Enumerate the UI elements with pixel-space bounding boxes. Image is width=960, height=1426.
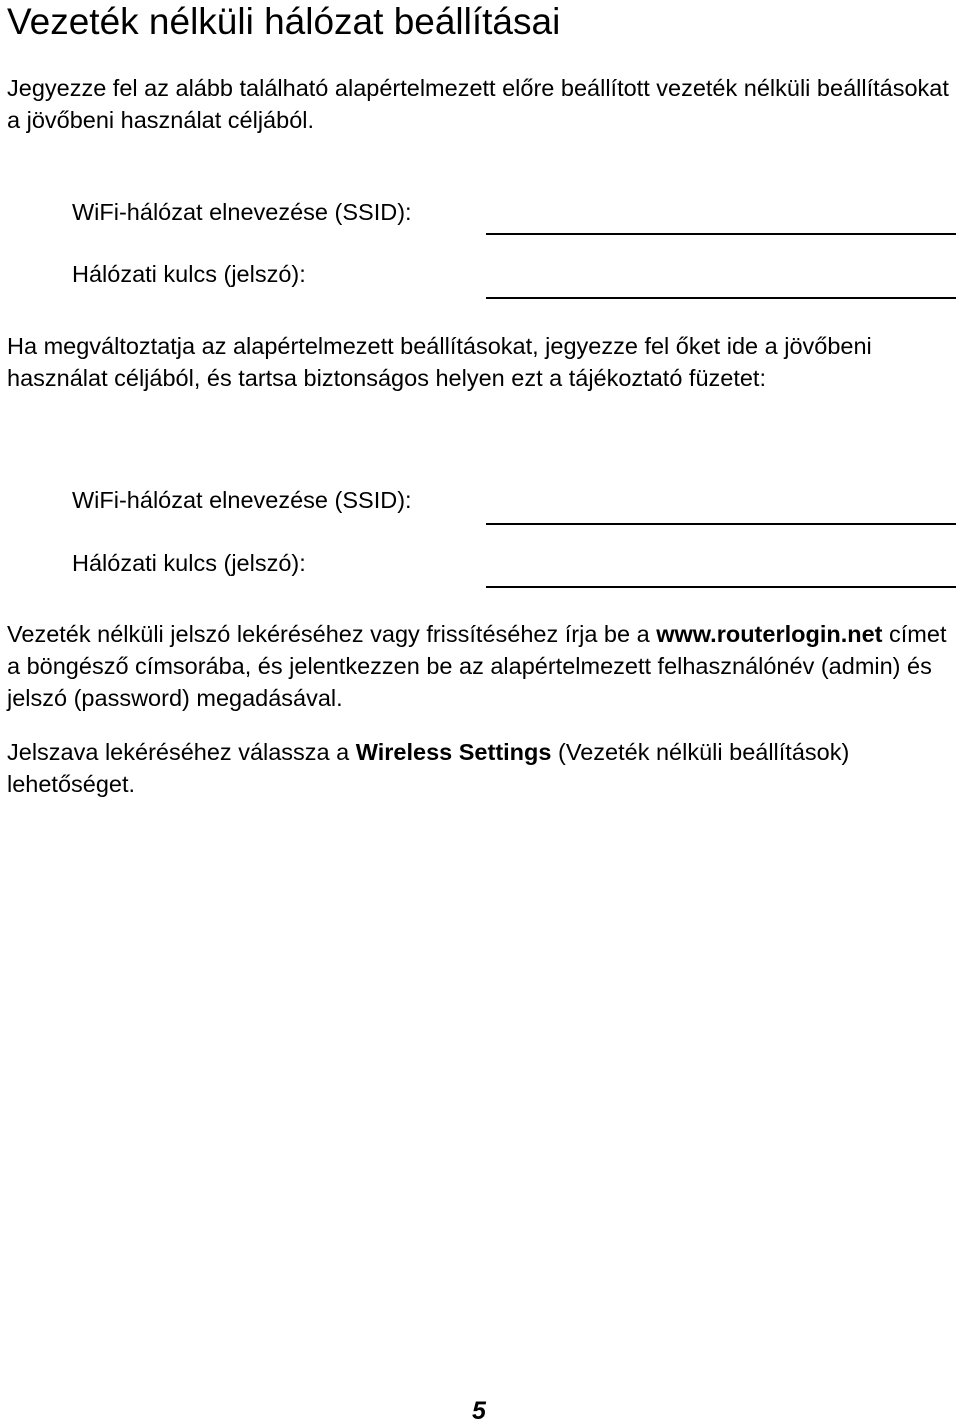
retrieve-text-part2: címet a böngésző címsorába, és jelentkezzen be az alapértelmezett felhasználónév (admin) és jelszó (password) megadásával. — [7, 621, 947, 711]
default-ssid-label: WiFi-hálózat elnevezése (SSID): — [72, 199, 412, 225]
password-text-part2: (Vezeték nélküli beállítások) lehetőséget. — [7, 739, 850, 797]
page-title: Vezeték nélküli hálózat beállításai — [7, 1, 561, 42]
password-text-part1: Jelszava lekéréséhez válassza a — [7, 739, 356, 765]
wireless-settings-name: Wireless Settings — [355, 739, 552, 765]
default-ssid-write-line — [486, 233, 956, 235]
changed-ssid-write-line — [486, 523, 956, 525]
router-url: www.routerlogin.net — [656, 621, 883, 647]
intro-paragraph: Jegyezze fel az alább található alapértelmezett előre beállított vezeték nélküli beállításokat a jövőbeni használat céljából. — [7, 75, 949, 133]
retrieve-text-part1: Vezeték nélküli jelszó lekéréséhez vagy frissítéséhez írja be a — [7, 621, 657, 647]
changed-key-label: Hálózati kulcs (jelszó): — [72, 550, 306, 576]
changed-key-write-line — [486, 586, 956, 588]
changed-ssid-label: WiFi-hálózat elnevezése (SSID): — [72, 487, 412, 513]
wireless-settings-paragraph — [7, 736, 957, 800]
default-key-write-line — [486, 297, 956, 299]
changed-settings-paragraph: Ha megváltoztatja az alapértelmezett beállításokat, jegyezze fel őket ide a jövőbeni használat céljából, és tartsa biztonságos helyen ezt a tájékoztató füzetet: — [7, 333, 872, 391]
retrieve-password-paragraph — [7, 618, 957, 714]
page-number: 5 — [472, 1397, 486, 1425]
default-key-label: Hálózati kulcs (jelszó): — [72, 261, 306, 287]
